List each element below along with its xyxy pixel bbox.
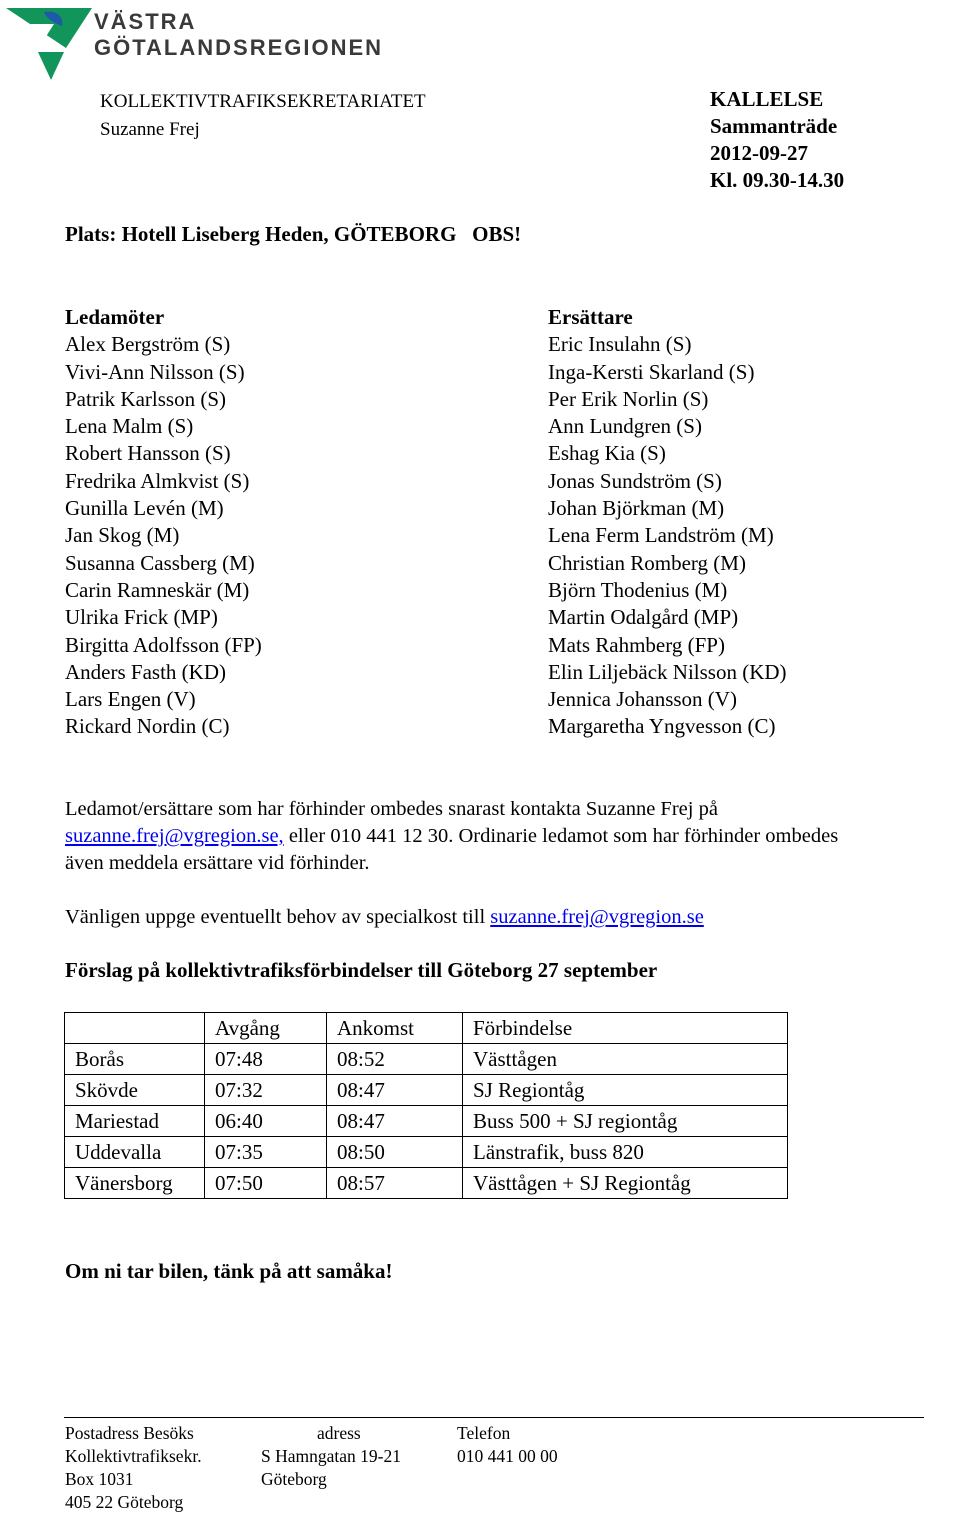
list-item: Lars Engen (V) (65, 687, 196, 712)
list-item: Inga-Kersti Skarland (S) (548, 359, 755, 384)
footer-text: adress (317, 1423, 361, 1443)
table-cell: Länstrafik, buss 820 (463, 1137, 788, 1168)
substitutes-heading: Ersättare (548, 305, 633, 329)
vgr-logo-icon (4, 4, 94, 82)
table-header-row (65, 1013, 788, 1044)
list-item: Carin Ramneskär (M) (65, 577, 250, 602)
table-cell: SJ Regiontåg (463, 1075, 788, 1106)
table-cell: 07:50 (205, 1168, 327, 1199)
absence-notice-line-3: även meddela ersättare vid förhinder. (65, 852, 370, 874)
table-cell: Borås (65, 1044, 205, 1075)
absence-notice-phone: eller 010 441 12 30. Ordinarie ledamot som har förhinder ombedes (283, 825, 839, 847)
absence-notice (65, 796, 960, 877)
meeting-date: 2012-09-27 (710, 141, 808, 165)
list-item: Patrik Karlsson (S) (65, 386, 226, 411)
footer-text: Postadress Besöks (65, 1423, 194, 1443)
table-cell: 08:52 (327, 1044, 463, 1075)
footer-text: S Hamngatan 19-21 (261, 1446, 401, 1466)
logo-wordmark (94, 10, 383, 62)
department: KOLLEKTIVTRAFIKSEKRETARIATET (100, 91, 426, 112)
table-row (65, 1075, 788, 1106)
list-item: Mats Rahmberg (FP) (548, 632, 725, 657)
list-item: Lena Malm (S) (65, 414, 194, 439)
table-cell: Mariestad (65, 1106, 205, 1137)
list-item: Jan Skog (M) (65, 523, 180, 548)
list-item: Fredrika Almkvist (S) (65, 468, 250, 493)
table-cell: Västtågen (463, 1044, 788, 1075)
list-item: Susanna Cassberg (M) (65, 550, 255, 575)
list-item: Gunilla Levén (M) (65, 496, 224, 521)
list-item: Robert Hansson (S) (65, 441, 231, 466)
footer-text: 010 441 00 00 (457, 1446, 558, 1466)
table-header (65, 1013, 205, 1044)
table-cell: Uddevalla (65, 1137, 205, 1168)
meeting-location: Plats: Hotell Liseberg Heden, GÖTEBORG OBS! (65, 222, 522, 246)
table-row (65, 1044, 788, 1075)
table-cell: 08:47 (327, 1075, 463, 1106)
meeting-time: Kl. 09.30-14.30 (710, 168, 845, 192)
list-item: Björn Thodenius (M) (548, 577, 728, 602)
meeting-type: Sammanträde (710, 114, 838, 138)
table-row (65, 1168, 788, 1199)
list-item: Elin Liljebäck Nilsson (KD) (548, 659, 787, 684)
absence-notice-line-2 (65, 823, 960, 850)
table-cell: 07:35 (205, 1137, 327, 1168)
carpool-note: Om ni tar bilen, tänk på att samåka! (65, 1259, 393, 1283)
list-item: Jennica Johansson (V) (548, 687, 737, 712)
list-item: Alex Bergström (S) (65, 332, 231, 357)
list-item: Rickard Nordin (C) (65, 714, 230, 739)
transport-table (64, 1012, 788, 1199)
list-item: Jonas Sundström (S) (548, 468, 722, 493)
list-item: Eric Insulahn (S) (548, 332, 692, 357)
footer-text: Telefon (457, 1423, 511, 1443)
footer-text: Box 1031 (65, 1469, 134, 1489)
list-item: Eshag Kia (S) (548, 441, 666, 466)
list-item: Martin Odalgård (MP) (548, 605, 739, 630)
transport-heading: Förslag på kollektivtrafiksförbindelser till Göteborg 27 september (65, 958, 658, 982)
meeting-info (710, 86, 844, 194)
table-cell: 07:32 (205, 1075, 327, 1106)
table-cell: Buss 500 + SJ regiontåg (463, 1106, 788, 1137)
email-link[interactable]: suzanne.frej@vgregion.se, (65, 825, 284, 847)
table-cell: Västtågen + SJ Regiontåg (463, 1168, 788, 1199)
list-item: Per Erik Norlin (S) (548, 386, 709, 411)
list-item: Margaretha Yngvesson (C) (548, 714, 776, 739)
list-item: Ann Lundgren (S) (548, 414, 702, 439)
list-item: Christian Romberg (M) (548, 550, 746, 575)
doc-type: KALLELSE (710, 87, 824, 111)
footer-visiting-address (261, 1422, 401, 1491)
diet-notice (65, 904, 960, 931)
list-item: Vivi-Ann Nilsson (S) (65, 359, 245, 384)
footer-text: Kollektivtrafiksekr. (65, 1446, 202, 1466)
footer-phone (457, 1422, 558, 1468)
contact-person: Suzanne Frej (100, 119, 200, 140)
table-header: Förbindelse (463, 1013, 788, 1044)
table-cell: 06:40 (205, 1106, 327, 1137)
diet-notice-text: Vänligen uppge eventuellt behov av specialkost till (65, 906, 491, 928)
table-cell: 07:48 (205, 1044, 327, 1075)
diet-email-link[interactable]: suzanne.frej@vgregion.se (490, 906, 704, 928)
table-cell: Skövde (65, 1075, 205, 1106)
table-cell: 08:57 (327, 1168, 463, 1199)
table-cell: Vänersborg (65, 1168, 205, 1199)
table-cell: 08:50 (327, 1137, 463, 1168)
logo-line-1: VÄSTRA (94, 9, 197, 34)
table-row (65, 1106, 788, 1137)
table-row (65, 1137, 788, 1168)
footer-divider (64, 1417, 924, 1418)
list-item: Ulrika Frick (MP) (65, 605, 218, 630)
list-item: Lena Ferm Landström (M) (548, 523, 774, 548)
table-cell: 08:47 (327, 1106, 463, 1137)
sender-block (100, 88, 426, 144)
members-heading: Ledamöter (65, 305, 165, 329)
footer-text: 405 22 Göteborg (65, 1492, 184, 1512)
logo-line-2: GÖTALANDSREGIONEN (94, 35, 384, 60)
absence-notice-line-1: Ledamot/ersättare som har förhinder ombedes snarast kontakta Suzanne Frej på (65, 798, 718, 820)
footer-postal-address (65, 1422, 202, 1514)
members-list (65, 304, 262, 741)
footer-text: Göteborg (261, 1469, 327, 1489)
list-item: Johan Björkman (M) (548, 496, 725, 521)
list-item: Anders Fasth (KD) (65, 659, 226, 684)
list-item: Birgitta Adolfsson (FP) (65, 632, 262, 657)
table-header: Ankomst (327, 1013, 463, 1044)
table-header: Avgång (205, 1013, 327, 1044)
substitutes-list (548, 304, 787, 741)
